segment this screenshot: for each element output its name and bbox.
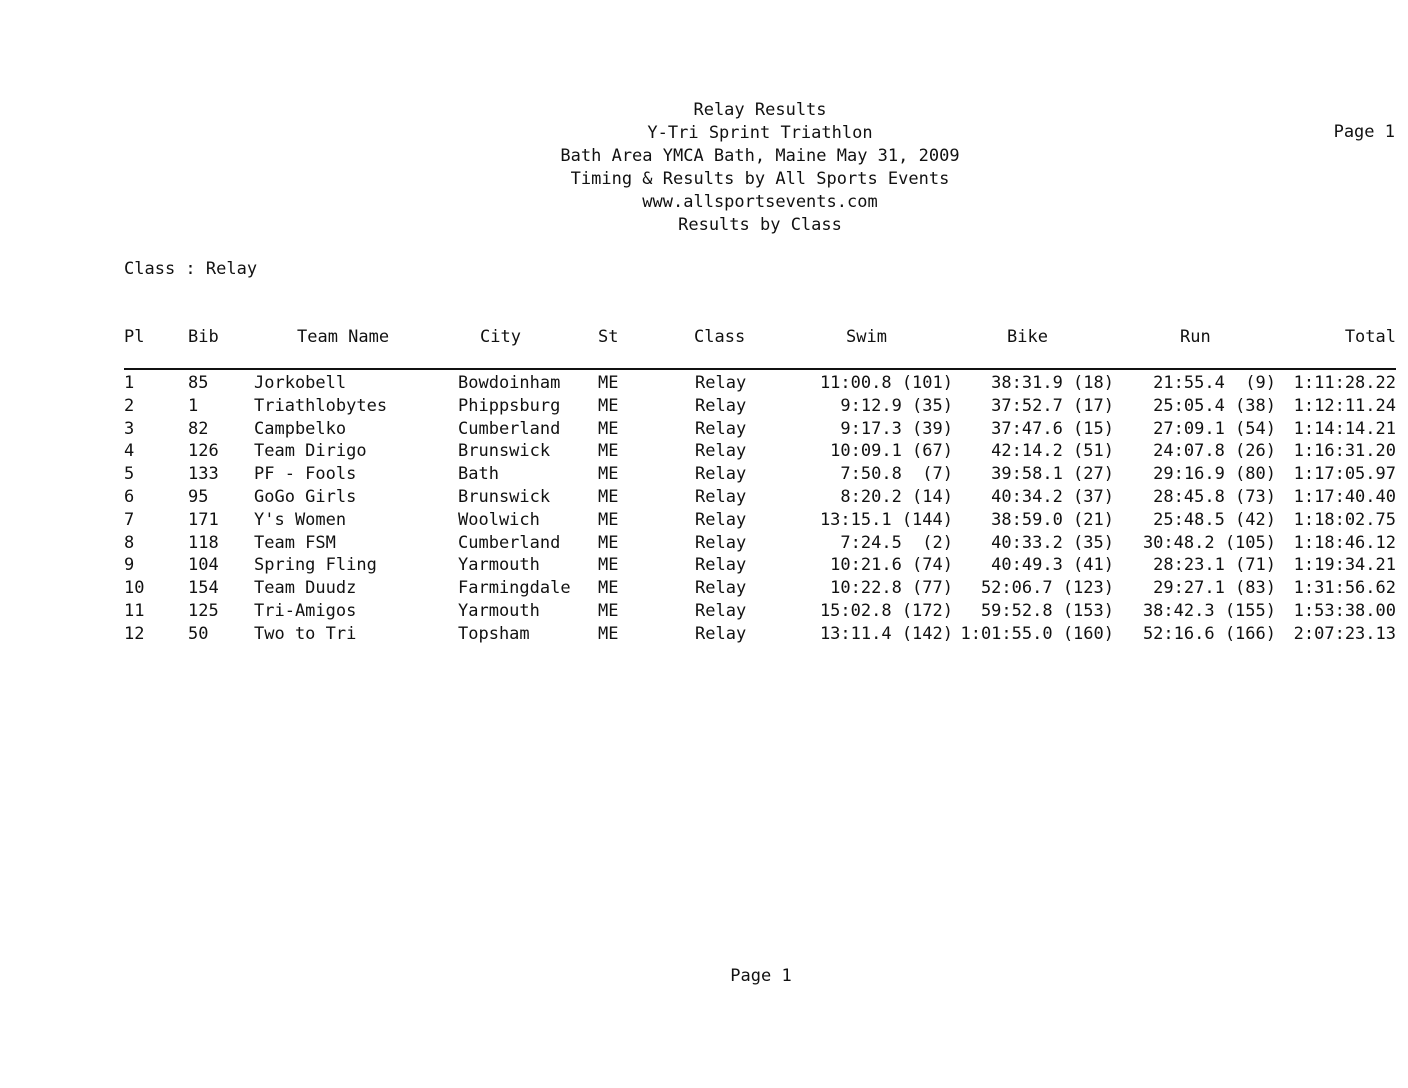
cell-bib: 82 — [188, 418, 209, 439]
col-header-class: Class — [694, 327, 746, 347]
cell-class: Relay — [695, 578, 747, 599]
cell-swim: 15:02.8 (172) — [819, 601, 953, 621]
cell-st: ME — [598, 395, 619, 416]
cell-city: Cumberland — [458, 532, 561, 553]
cell-bib: 104 — [188, 555, 219, 576]
cell-class: Relay — [695, 418, 747, 439]
col-header-total: Total — [1344, 327, 1396, 347]
cell-class: Relay — [695, 601, 747, 621]
table-row — [0, 464, 1408, 487]
cell-bib: 85 — [188, 373, 209, 393]
website-url: www.allsportsevents.com — [642, 192, 878, 212]
cell-total: 1:18:46.12 — [1293, 532, 1396, 553]
header-divider — [124, 368, 1396, 370]
cell-city: Bath — [458, 464, 499, 485]
cell-st: ME — [598, 487, 619, 507]
cell-bib: 50 — [188, 623, 209, 644]
cell-st: ME — [598, 441, 619, 462]
report-title: Relay Results — [693, 100, 827, 120]
cell-run: 29:27.1 (83) — [1153, 578, 1276, 599]
table-row — [0, 441, 1408, 464]
cell-pl: 4 — [124, 441, 135, 462]
cell-run: 28:45.8 (73) — [1153, 487, 1276, 507]
cell-total: 1:53:38.00 — [1293, 601, 1396, 621]
cell-run: 21:55.4 (9) — [1153, 373, 1276, 393]
table-row — [0, 624, 1408, 647]
table-row — [0, 510, 1408, 533]
cell-bib: 125 — [188, 601, 219, 621]
cell-pl: 3 — [124, 418, 135, 439]
table-row — [0, 601, 1408, 624]
cell-pl: 12 — [124, 623, 145, 644]
cell-st: ME — [598, 623, 619, 644]
cell-bike: 52:06.7 (123) — [980, 578, 1114, 599]
cell-pl: 6 — [124, 487, 135, 507]
cell-pl: 8 — [124, 532, 135, 553]
cell-team: Two to Tri — [254, 623, 357, 644]
table-row — [0, 396, 1408, 419]
cell-bib: 118 — [188, 532, 219, 553]
cell-team: Jorkobell — [254, 373, 347, 393]
cell-swim: 10:22.8 (77) — [830, 578, 953, 599]
cell-class: Relay — [695, 441, 747, 462]
cell-city: Yarmouth — [458, 555, 540, 576]
table-row — [0, 419, 1408, 442]
cell-team: Tri-Amigos — [254, 601, 357, 621]
cell-swim: 10:09.1 (67) — [830, 441, 953, 462]
cell-pl: 7 — [124, 509, 135, 530]
page-number-bottom: Page 1 — [730, 966, 792, 986]
cell-run: 25:05.4 (38) — [1153, 395, 1276, 416]
class-label: Class : Relay — [124, 259, 258, 279]
cell-total: 1:16:31.20 — [1293, 441, 1396, 462]
col-header-run: Run — [1180, 327, 1211, 347]
event-name: Y-Tri Sprint Triathlon — [647, 123, 873, 143]
cell-bike: 37:47.6 (15) — [991, 418, 1114, 439]
cell-class: Relay — [695, 555, 747, 576]
col-header-bib: Bib — [188, 327, 219, 347]
cell-bib: 171 — [188, 509, 219, 530]
cell-total: 1:17:40.40 — [1293, 487, 1396, 507]
cell-run: 38:42.3 (155) — [1142, 601, 1276, 621]
cell-class: Relay — [695, 487, 747, 507]
col-header-bike: Bike — [1007, 327, 1048, 347]
cell-team: GoGo Girls — [254, 487, 357, 507]
cell-team: Campbelko — [254, 418, 347, 439]
col-header-swim: Swim — [846, 327, 887, 347]
cell-class: Relay — [695, 532, 747, 553]
cell-st: ME — [598, 578, 619, 599]
cell-run: 28:23.1 (71) — [1153, 555, 1276, 576]
cell-class: Relay — [695, 373, 747, 393]
cell-swim: 7:50.8 (7) — [840, 464, 953, 485]
cell-run: 24:07.8 (26) — [1153, 441, 1276, 462]
cell-st: ME — [598, 555, 619, 576]
col-header-pl: Pl — [124, 327, 145, 347]
cell-team: Y's Women — [254, 509, 347, 530]
cell-swim: 13:11.4 (142) — [819, 623, 953, 644]
cell-total: 1:11:28.22 — [1293, 373, 1396, 393]
cell-total: 1:12:11.24 — [1293, 395, 1396, 416]
event-location-date: Bath Area YMCA Bath, Maine May 31, 2009 — [560, 146, 960, 166]
table-row — [0, 533, 1408, 556]
cell-pl: 9 — [124, 555, 135, 576]
cell-bike: 39:58.1 (27) — [991, 464, 1114, 485]
cell-team: PF - Fools — [254, 464, 357, 485]
cell-run: 52:16.6 (166) — [1142, 623, 1276, 644]
cell-bike: 38:31.9 (18) — [991, 373, 1114, 393]
cell-bike: 40:49.3 (41) — [991, 555, 1114, 576]
results-grouping: Results by Class — [678, 215, 842, 235]
cell-city: Cumberland — [458, 418, 561, 439]
cell-pl: 5 — [124, 464, 135, 485]
cell-city: Woolwich — [458, 509, 540, 530]
table-row — [0, 578, 1408, 601]
col-header-city: City — [480, 327, 521, 347]
cell-city: Yarmouth — [458, 601, 540, 621]
cell-run: 30:48.2 (105) — [1142, 532, 1276, 553]
cell-team: Triathlobytes — [254, 395, 388, 416]
cell-run: 29:16.9 (80) — [1153, 464, 1276, 485]
cell-team: Spring Fling — [254, 555, 377, 576]
cell-city: Brunswick — [458, 487, 551, 507]
cell-st: ME — [598, 532, 619, 553]
cell-bike: 1:01:55.0 (160) — [960, 623, 1114, 644]
cell-bib: 95 — [188, 487, 209, 507]
cell-city: Topsham — [458, 623, 530, 644]
page-number-top: Page 1 — [1333, 122, 1395, 142]
table-row — [0, 373, 1408, 396]
cell-swim: 8:20.2 (14) — [840, 487, 953, 507]
cell-total: 1:19:34.21 — [1293, 555, 1396, 576]
col-header-st: St — [598, 327, 619, 347]
cell-bib: 154 — [188, 578, 219, 599]
cell-swim: 9:12.9 (35) — [840, 395, 953, 416]
cell-team: Team Dirigo — [254, 441, 367, 462]
cell-city: Bowdoinham — [458, 373, 561, 393]
cell-bike: 59:52.8 (153) — [980, 601, 1114, 621]
cell-st: ME — [598, 601, 619, 621]
cell-class: Relay — [695, 623, 747, 644]
cell-pl: 1 — [124, 373, 135, 393]
cell-team: Team FSM — [254, 532, 336, 553]
cell-bib: 133 — [188, 464, 219, 485]
cell-city: Brunswick — [458, 441, 551, 462]
table-row — [0, 487, 1408, 510]
cell-total: 2:07:23.13 — [1293, 623, 1396, 644]
cell-st: ME — [598, 418, 619, 439]
cell-swim: 7:24.5 (2) — [840, 532, 953, 553]
cell-city: Farmingdale — [458, 578, 571, 599]
cell-swim: 9:17.3 (39) — [840, 418, 953, 439]
cell-class: Relay — [695, 464, 747, 485]
cell-pl: 11 — [124, 601, 145, 621]
cell-bike: 40:33.2 (35) — [991, 532, 1114, 553]
cell-total: 1:31:56.62 — [1293, 578, 1396, 599]
cell-city: Phippsburg — [458, 395, 561, 416]
cell-st: ME — [598, 509, 619, 530]
cell-st: ME — [598, 373, 619, 393]
cell-swim: 10:21.6 (74) — [830, 555, 953, 576]
cell-class: Relay — [695, 395, 747, 416]
cell-swim: 11:00.8 (101) — [819, 373, 953, 393]
cell-bib: 1 — [188, 395, 199, 416]
cell-class: Relay — [695, 509, 747, 530]
cell-total: 1:18:02.75 — [1293, 509, 1396, 530]
table-row — [0, 555, 1408, 578]
col-header-team: Team Name — [297, 327, 390, 347]
timing-credit: Timing & Results by All Sports Events — [570, 169, 950, 189]
cell-bike: 40:34.2 (37) — [991, 487, 1114, 507]
cell-total: 1:17:05.97 — [1293, 464, 1396, 485]
cell-team: Team Duudz — [254, 578, 357, 599]
cell-pl: 2 — [124, 395, 135, 416]
cell-run: 27:09.1 (54) — [1153, 418, 1276, 439]
cell-bike: 42:14.2 (51) — [991, 441, 1114, 462]
cell-run: 25:48.5 (42) — [1153, 509, 1276, 530]
cell-swim: 13:15.1 (144) — [819, 509, 953, 530]
cell-st: ME — [598, 464, 619, 485]
cell-bike: 38:59.0 (21) — [991, 509, 1114, 530]
cell-bib: 126 — [188, 441, 219, 462]
cell-bike: 37:52.7 (17) — [991, 395, 1114, 416]
cell-total: 1:14:14.21 — [1293, 418, 1396, 439]
cell-pl: 10 — [124, 578, 145, 599]
